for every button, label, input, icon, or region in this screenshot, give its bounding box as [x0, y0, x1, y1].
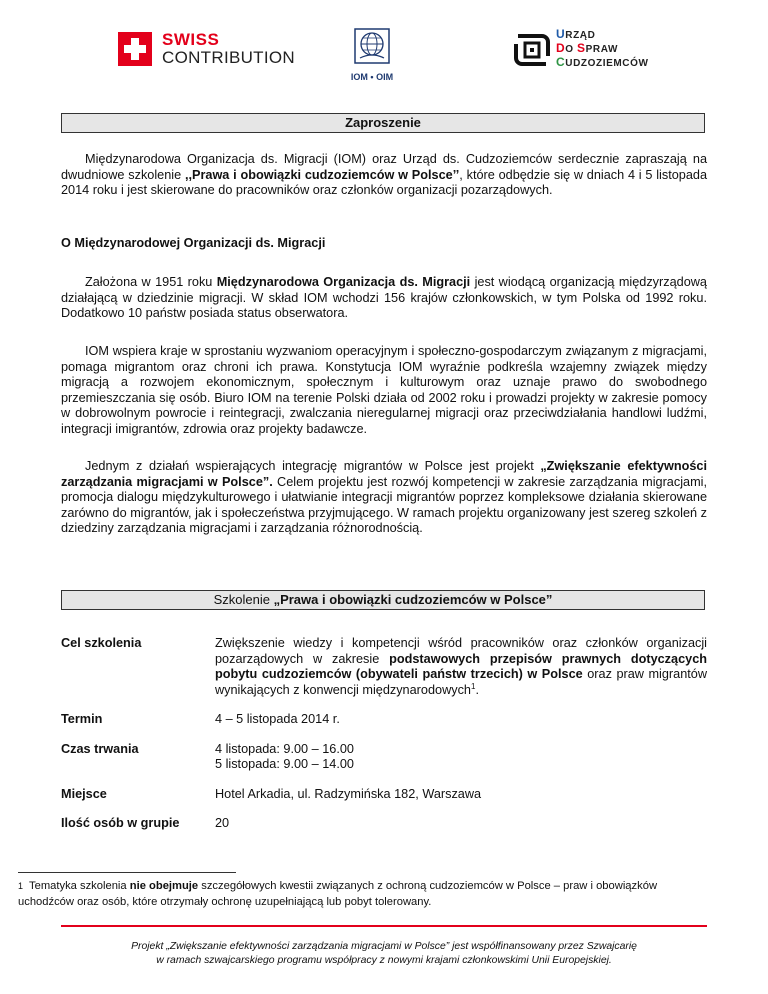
about-p3-project-name: „Zwiększanie efektywności zarządzania migracjami w Polsce”. — [61, 459, 708, 489]
footnote-ref[interactable]: 1 — [470, 681, 476, 691]
iom-globe-icon — [354, 28, 390, 64]
group-size-label: Ilość osób w grupie — [61, 816, 180, 830]
footer — [61, 940, 707, 968]
invitation-heading-box — [61, 113, 705, 133]
table-row — [61, 636, 707, 712]
udsc-letter-c: C — [556, 55, 566, 69]
iom-logo — [340, 28, 404, 88]
footnote-divider — [18, 872, 236, 873]
date-label: Termin — [61, 712, 103, 726]
udsc-letter-s: S — [577, 41, 586, 55]
group-size-value: 20 — [215, 816, 230, 830]
about-paragraph-1 — [61, 275, 707, 322]
footnote-text-bold: nie obejmuje — [129, 880, 199, 892]
about-p1-pre: Założona w 1951 roku — [85, 275, 217, 289]
footer-line-1: Projekt „Zwiększanie efektywności zarządzania migracjami w Polsce” jest współfinansowany przez Szwajcarię — [131, 941, 637, 952]
invitation-intro — [61, 152, 707, 199]
swiss-cross-icon — [118, 32, 152, 66]
goal-text-end: . — [475, 682, 479, 697]
goal-text-post: oraz praw migrantów wynikających z konwencji międzynarodowych — [215, 667, 708, 697]
intro-text-pre: Międzynarodowa Organizacja ds. Migracji (IOM) oraz Urząd ds. Cudzoziemców serdecznie zapraszają na dwudniowe szkolenie — [61, 152, 707, 182]
duration-day1: 4 listopada: 9.00 – 16.00 — [215, 741, 354, 756]
intro-training-title: ,,Prawa i obowiązki cudzoziemców w Polsce’’ — [184, 167, 460, 182]
udsc-word-spraw: PRAW — [585, 44, 619, 55]
invitation-heading: Zaproszenie — [345, 115, 421, 130]
goal-text-pre: Zwiększenie wiedzy i kompetencji wśród pracowników oraz członków organizacji pozarządowych w zakresie — [215, 636, 707, 666]
about-p1-post: jest wiodącą organizacją międzyrządową działającą w dziedzinie migracji. W skład IOM wchodzi 156 krajów członkowskich, w tym Polska od 1992 roku. Dodatkowo 10 państw posiada status obserwatora. — [61, 275, 707, 320]
goal-text-bold: podstawowych przepisów prawnych dotyczących pobytu cudzoziemców (obywateli państw trzecich) w Polsce — [215, 651, 708, 681]
udsc-logo — [512, 28, 652, 72]
udsc-letter-d: D — [556, 41, 566, 55]
duration-value — [215, 742, 707, 787]
udsc-letter-u: U — [556, 27, 566, 41]
date-value: 4 – 5 listopada 2014 r. — [215, 712, 340, 726]
footnote-text-post: szczegółowych kwestii związanych z ochroną cudzoziemców w Polsce – praw i obowiązków uchodźców oraz osób, które otrzymały ochronę uzupełniającą lub pobyt tolerowany. — [18, 880, 658, 908]
about-p2-text: IOM wspiera kraje w sprostaniu wyzwaniom operacyjnym i społeczno-gospodarczym związanym z migracjami, pomaga migrantom oraz chroni ich prawa. Konstytucja IOM wyraźnie podkreśla wzajemny związek między migracją a rozwojem ekonomicznym, społecznym i kulturowym oraz uznaje prawo do swobodnego przemieszczania się osób. Biuro IOM na terenie Polski działa od 2002 roku i prowadzi projekty w zakresie pomocy w dobrowolnym powrocie i reintegracji, zwalczania nieregularnej migracji oraz przeciwdziałania handlowi ludźmi, integracji imigrantów, zdrowia oraz projekty badawcze. — [61, 344, 707, 436]
swiss-logo-line1: SWISS — [162, 30, 220, 49]
about-paragraph-2 — [61, 344, 707, 437]
about-p3-pre: Jednym z działań wspierających integrację migrantów w Polsce jest projekt — [85, 459, 541, 473]
place-value: Hotel Arkadia, ul. Radzymińska 182, Warszawa — [215, 786, 482, 801]
swiss-logo-line2: CONTRIBUTION — [162, 48, 295, 67]
table-row — [61, 816, 707, 846]
duration-label: Czas trwania — [61, 741, 139, 756]
iom-caption: IOM • OIM — [350, 72, 394, 82]
about-p3-post: Celem projektu jest rozwój kompetencji w zakresie zarządzania migracjami, promocja dialogu międzykulturowego i ułatwianie integracji migrantów poprzez kompleksowe działania skierowane zarówno do migrantów, jak i społeczeństwa przyjmującego. W ramach projektu organizowany jest szereg szkoleń z dziedziny zarządzania migracjami i zarządzania różnorodnością. — [61, 474, 707, 535]
swiss-contribution-logo — [118, 32, 308, 70]
place-label: Miejsce — [61, 786, 107, 801]
about-section-title: O Międzynarodowej Organizacji ds. Migracji — [61, 236, 326, 250]
footer-divider — [61, 925, 707, 927]
training-heading-title: „Prawa i obowiązki cudzoziemców w Polsce” — [273, 592, 553, 607]
goal-value — [215, 636, 707, 712]
udsc-word-cudzoziemcow: UDZOZIEMCÓW — [565, 58, 649, 69]
udsc-word-rzad: RZĄD — [565, 30, 596, 41]
table-row — [61, 742, 707, 787]
goal-label: Cel szkolenia — [61, 636, 142, 650]
footnote — [18, 878, 708, 910]
training-info-table — [61, 636, 707, 846]
table-row — [61, 787, 707, 817]
about-paragraph-3 — [61, 459, 707, 537]
header — [0, 0, 768, 100]
training-heading-pre: Szkolenie — [213, 592, 274, 607]
intro-text-post: , które odbędzie się w dniach 4 i 5 listopada 2014 roku i jest skierowane do pracowników oraz członków organizacji pozarządowych. — [61, 167, 707, 197]
udsc-word-do: O — [565, 44, 578, 55]
footnote-text-pre: Tematyka szkolenia — [29, 880, 130, 892]
about-p1-org-name: Międzynarodowa Organizacja ds. Migracji — [216, 275, 471, 289]
table-row — [61, 712, 707, 742]
udsc-logo-text — [556, 28, 649, 70]
training-heading-box — [61, 590, 705, 610]
footnote-number: 1 — [18, 881, 24, 891]
udsc-emblem-icon — [512, 30, 552, 70]
duration-day2: 5 listopada: 9.00 – 14.00 — [215, 757, 354, 771]
footer-line-2: w ramach szwajcarskiego programu współpracy z nowymi krajami członkowskimi Unii Europejskiej. — [156, 955, 612, 966]
